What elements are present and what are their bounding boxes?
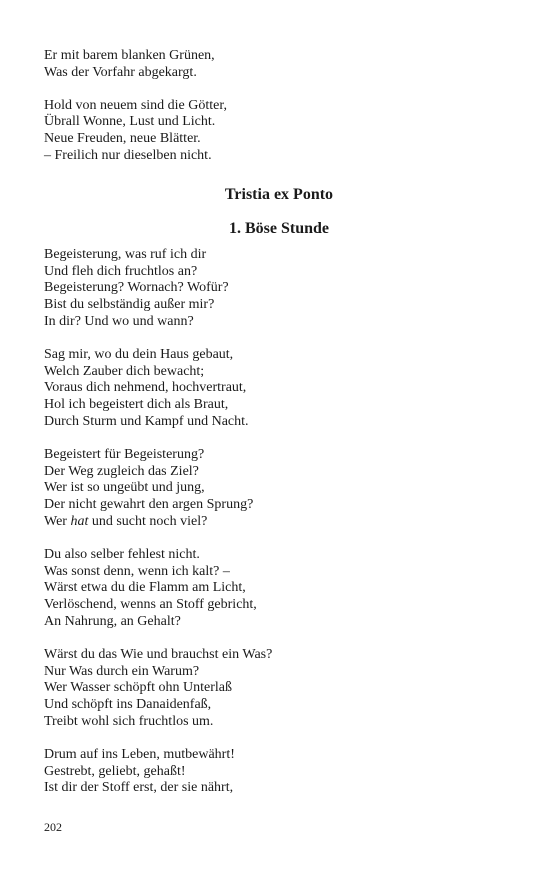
stanza — [44, 547, 514, 631]
verse-line: Neue Freuden, neue Blätter. — [44, 131, 201, 147]
verse-line: Und fleh dich fruchtlos an? — [44, 263, 198, 279]
verse-line: Du also selber fehlest nicht. — [44, 546, 200, 562]
verse-line: Verlöschend, wenns an Stoff gebricht, — [44, 597, 257, 613]
verse-line: Nur Was durch ein Warum? — [44, 663, 200, 679]
verse-text: und sucht noch viel? — [88, 513, 208, 529]
verse-line: Begeisterung? Wornach? Wofür? — [44, 280, 229, 296]
verse-line: Wer ist so ungeübt und jung, — [44, 480, 205, 496]
verse-line: Wärst du das Wie und brauchst ein Was? — [44, 646, 273, 662]
poem-title: 1. Böse Stunde — [228, 219, 330, 237]
verse-line: – Freilich nur dieselben nicht. — [44, 147, 212, 163]
verse-line: Wer Wasser schöpft ohn Unterlaß — [44, 680, 232, 696]
verse-line: Und schöpft ins Danaidenfaß, — [44, 697, 212, 713]
verse-line: In dir? Und wo und wann? — [44, 313, 194, 329]
verse-line: Voraus dich nehmend, hochvertraut, — [44, 380, 247, 396]
verse-line: Drum auf ins Leben, mutbewährt! — [44, 746, 235, 762]
verse-line: An Nahrung, an Gehalt? — [44, 613, 181, 629]
verse-line: Ist dir der Stoff erst, der sie nährt, — [44, 780, 234, 796]
verse-line: Er mit barem blanken Grünen, — [44, 48, 215, 63]
verse-line: Gestrebt, geliebt, gehaßt! — [44, 763, 186, 779]
book-page — [44, 48, 514, 813]
verse-line: Der nicht gewahrt den argen Sprung? — [44, 497, 254, 513]
stanza — [44, 98, 514, 165]
verse-line: Übrall Wonne, Lust und Licht. — [44, 114, 216, 130]
verse-line: Welch Zauber dich bewacht; — [44, 363, 205, 379]
section-title: Tristia ex Ponto — [224, 185, 334, 203]
stanza — [44, 247, 514, 331]
verse-line: Hold von neuem sind die Götter, — [44, 97, 227, 113]
verse-line: Hol ich begeistert dich als Braut, — [44, 397, 229, 413]
verse-line-with-emphasis — [44, 514, 514, 531]
verse-line: Durch Sturm und Kampf und Nacht. — [44, 413, 249, 429]
page-number: 202 — [44, 820, 62, 834]
verse-line: Wärst etwa du die Flamm am Licht, — [44, 580, 246, 596]
verse-line: Was sonst denn, wenn ich kalt? – — [44, 563, 230, 579]
verse-line: Der Weg zugleich das Ziel? — [44, 463, 199, 479]
emphasized-word: hat — [70, 513, 89, 529]
stanza — [44, 347, 514, 431]
verse-line: Begeistert für Begeisterung? — [44, 446, 205, 462]
verse-text: Wer — [44, 513, 71, 529]
stanza — [44, 48, 514, 82]
verse-line: Bist du selbständig außer mir? — [44, 297, 215, 313]
verse-line: Was der Vorfahr abgekargt. — [44, 64, 197, 80]
verse-line: Treibt wohl sich fruchtlos um. — [44, 713, 214, 729]
stanza — [44, 447, 514, 531]
verse-line: Sag mir, wo du dein Haus gebaut, — [44, 346, 234, 362]
stanza — [44, 647, 514, 731]
stanza — [44, 747, 514, 797]
verse-line: Begeisterung, was ruf ich dir — [44, 246, 207, 262]
